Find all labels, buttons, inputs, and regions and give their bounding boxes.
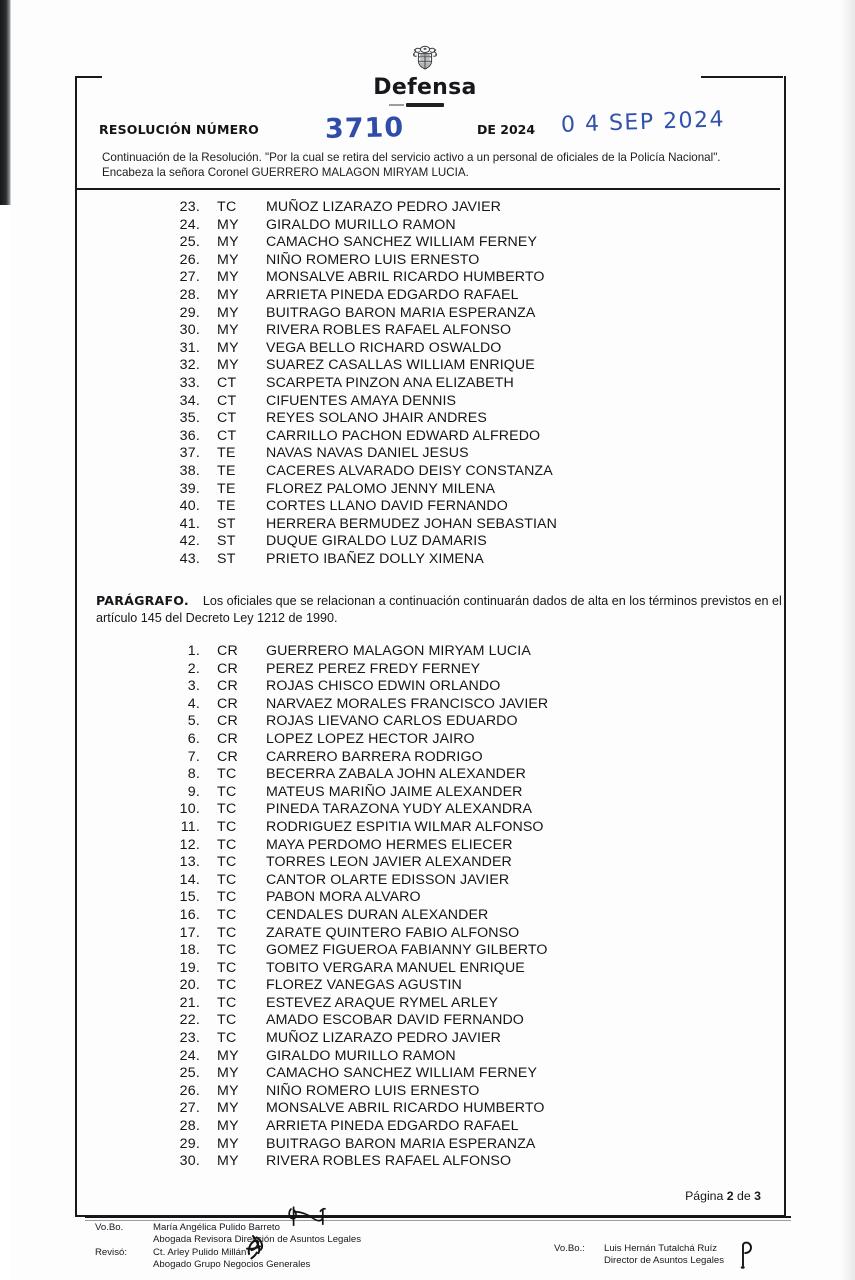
officer-name: PEREZ PEREZ FREDY FERNEY [266,660,481,677]
officer-row [166,463,726,481]
officer-rank: MY [217,1118,239,1135]
officer-row [166,819,726,837]
officer-row [166,445,726,463]
officer-rank: MY [217,251,239,268]
officer-name: SCARPETA PINZON ANA ELIZABETH [266,374,514,391]
footer-right-vobo-key: Vo.Bo.: [554,1243,585,1254]
officer-row [166,837,726,855]
officer-row [166,287,726,305]
officer-name: MUÑOZ LIZARAZO PEDRO JAVIER [266,1030,501,1047]
officer-row [166,322,726,340]
officer-name: MONSALVE ABRIL RICARDO HUMBERTO [266,269,545,286]
officer-rank: TC [217,994,237,1011]
officer-name: CENDALES DURAN ALEXANDER [266,906,489,923]
officer-index: 19. [179,959,200,976]
officer-row [166,696,726,714]
paragrafo-block [96,592,796,627]
officer-rank: CR [217,748,239,765]
officer-name: NARVAEZ MORALES FRANCISCO JAVIER [266,695,549,712]
officer-row [166,269,726,287]
officer-index: 31. [179,339,200,356]
officer-row [166,1118,726,1136]
officer-row [166,217,726,235]
officer-row [166,643,726,661]
officer-index: 29. [179,1135,200,1152]
officer-rank: MY [217,1135,239,1152]
officer-row [166,498,726,516]
officer-rank: MY [217,322,239,339]
officer-name: PRIETO IBAÑEZ DOLLY XIMENA [266,550,484,567]
officer-row [166,305,726,323]
officer-rank: TC [217,766,237,783]
footer-vobo-line [95,1222,495,1234]
resolution-number-label: RESOLUCIÓN NÚMERO [99,122,259,137]
officer-row [166,1136,726,1154]
officer-rank: TE [217,480,236,497]
officer-rank: MY [217,1065,239,1082]
officer-index: 27. [179,1100,200,1117]
footer-vobo-name: María Angélica Pulido Barreto [153,1222,280,1233]
officer-row [166,801,726,819]
footer-divider-rule [85,1216,791,1218]
officer-name: CAMACHO SANCHEZ WILLIAM FERNEY [266,1065,538,1082]
officer-name: FLOREZ PALOMO JENNY MILENA [266,480,496,497]
officer-rank: MY [217,269,239,286]
officer-rank: TC [217,942,237,959]
officer-index: 34. [179,392,200,409]
officer-index: 12. [179,836,200,853]
page-of-label: de [737,1189,751,1203]
officer-name: BUITRAGO BARON MARIA ESPERANZA [266,1135,536,1152]
officer-rank: TC [217,854,237,871]
officer-name: PABON MORA ALVARO [266,889,421,906]
officer-index: 6. [187,730,200,747]
footer-reviso-key: Revisó: [95,1246,127,1258]
page-current: 2 [726,1189,734,1203]
officer-row [166,481,726,499]
officer-index: 36. [179,427,200,444]
officer-rank: TC [217,871,237,888]
officer-row [166,516,726,534]
officer-rank: CR [217,713,239,730]
officer-index: 23. [179,1030,200,1047]
officer-name: NIÑO ROMERO LUIS ERNESTO [266,251,480,268]
officer-index: 28. [179,1118,200,1135]
officer-name: HERRERA BERMUDEZ JOHAN SEBASTIAN [266,515,557,532]
footer-right-title: Director de Asuntos Legales [604,1255,724,1267]
officer-index: 21. [179,994,200,1011]
officer-index: 25. [179,234,200,251]
officer-rank: MY [217,357,239,374]
officer-row [166,1030,726,1048]
officer-index: 10. [179,801,200,818]
page-total: 3 [754,1189,761,1203]
officer-name: TOBITO VERGARA MANUEL ENRIQUE [266,959,525,976]
officer-name: NAVAS NAVAS DANIEL JESUS [266,445,469,462]
paragrafo-label: PARÁGRAFO. [96,593,189,608]
officer-row [166,199,726,217]
officer-index: 26. [179,1082,200,1099]
officer-index: 11. [180,818,200,835]
officer-rank: TC [217,836,237,853]
officer-name: CARRILLO PACHON EDWARD ALFREDO [266,427,541,444]
officer-rank: TE [217,445,236,462]
officer-index: 25. [179,1065,200,1082]
officer-rank: CT [217,392,237,409]
officer-rank: CT [217,410,237,427]
officer-name: GIRALDO MURILLO RAMON [266,216,456,233]
officer-index: 4. [187,695,200,712]
officer-row [166,766,726,784]
officer-rank: TC [217,977,237,994]
officer-index: 24. [179,1047,200,1064]
officer-name: GIRALDO MURILLO RAMON [266,1047,456,1064]
officer-rank: TC [217,889,237,906]
officer-rank: MY [217,304,239,321]
officer-row [166,942,726,960]
officer-rank: MY [217,234,239,251]
officer-rank: TE [217,498,236,515]
officer-index: 28. [179,286,200,303]
officer-name: CAMACHO SANCHEZ WILLIAM FERNEY [266,234,538,251]
officer-index: 20. [179,977,200,994]
officer-rank: CR [217,730,239,747]
officer-name: MUÑOZ LIZARAZO PEDRO JAVIER [266,199,501,215]
officer-row [166,393,726,411]
officer-row [166,428,726,446]
officer-row [166,1153,726,1171]
officer-name: MAYA PERDOMO HERMES ELIECER [266,836,513,853]
officer-row [166,551,726,569]
officer-rank: ST [217,533,236,550]
officer-name: ZARATE QUINTERO FABIO ALFONSO [266,924,520,941]
officer-row [166,960,726,978]
officer-rank: TC [217,801,237,818]
officer-name: TORRES LEON JAVIER ALEXANDER [266,854,512,871]
officer-rank: CR [217,678,239,695]
officer-name: CACERES ALVARADO DEISY CONSTANZA [266,462,553,479]
officer-rank: MY [217,1047,239,1064]
officer-index: 16. [179,906,200,923]
officer-list-continuing [166,643,726,1171]
officer-name: MATEUS MARIÑO JAIME ALEXANDER [266,783,523,800]
officer-name: SUAREZ CASALLAS WILLIAM ENRIQUE [266,357,535,374]
officer-rank: CT [217,374,237,391]
resolution-year-label: DE 2024 [477,122,536,137]
officer-index: 37. [179,445,200,462]
officer-index: 26. [179,251,200,268]
officer-name: NIÑO ROMERO LUIS ERNESTO [266,1082,480,1099]
officer-name: RIVERA ROBLES RAFAEL ALFONSO [266,1153,512,1170]
officer-row [166,1065,726,1083]
officer-row [166,1083,726,1101]
officer-index: 14. [179,871,200,888]
footer-signature-block-left [95,1222,495,1272]
officer-index: 41. [179,515,200,532]
officer-index: 23. [179,199,200,215]
officer-index: 30. [179,1153,200,1170]
date-stamp: 0 4 SEP 2024 [560,107,726,138]
officer-name: ARRIETA PINEDA EDGARDO RAFAEL [266,286,519,303]
officer-index: 9. [187,783,200,800]
officer-rank: MY [217,1153,239,1170]
officer-row [166,889,726,907]
officer-rank: TC [217,924,237,941]
officer-name: RODRIGUEZ ESPITIA WILMAR ALFONSO [266,818,544,835]
paragrafo-text: Los oficiales que se relacionan a continuación continuarán dados de alta en los términos previstos en el artículo 145 del Decreto Ley 1212 de 1990. [96,594,782,625]
footer-right-title-line [554,1255,724,1267]
continuation-line-2: Encabeza la señora Coronel GUERRERO MALAGON MIRYAM LUCIA. [102,166,469,179]
officer-row [166,749,726,767]
officer-row [166,1012,726,1030]
officer-rank: MY [217,1082,239,1099]
officer-index: 27. [179,269,200,286]
scan-artifact-left-edge [0,0,11,205]
officer-index: 35. [179,410,200,427]
officer-name: CARRERO BARRERA RODRIGO [266,748,483,765]
page-number [685,1189,761,1203]
officer-rank: TC [217,1012,237,1029]
officer-rank: CR [217,660,239,677]
officer-name: BECERRA ZABALA JOHN ALEXANDER [266,766,526,783]
officer-row [166,410,726,428]
footer-signature-block-right [554,1243,724,1268]
officer-rank: ST [217,515,236,532]
officer-name: FLOREZ VANEGAS AGUSTIN [266,977,462,994]
officer-name: REYES SOLANO JHAIR ANDRES [266,410,487,427]
officer-name: BUITRAGO BARON MARIA ESPERANZA [266,304,536,321]
header-divider-rule [77,188,780,190]
officer-name: CANTOR OLARTE EDISSON JAVIER [266,871,510,888]
footer-right-spacer [554,1255,604,1267]
officer-rank: TC [217,199,237,215]
officer-name: ROJAS LIEVANO CARLOS EDUARDO [266,713,518,730]
officer-name: MONSALVE ABRIL RICARDO HUMBERTO [266,1100,545,1117]
officer-rank: TC [217,1030,237,1047]
officer-row [166,661,726,679]
officer-row [166,252,726,270]
officer-index: 17. [179,924,200,941]
officer-index: 33. [179,374,200,391]
officer-rank: MY [217,339,239,356]
officer-index: 15. [179,889,200,906]
footer-right-vobo-line [554,1243,724,1255]
officer-row [166,340,726,358]
officer-name: RIVERA ROBLES RAFAEL ALFONSO [266,322,512,339]
officer-row [166,533,726,551]
footer-reviso-line [95,1247,495,1259]
document-page [11,0,839,1280]
footer-vobo-title: Abogada Revisora Dirección de Asuntos Legales [153,1234,361,1246]
officer-name: GUERRERO MALAGON MIRYAM LUCIA [266,643,531,659]
officer-rank: CT [217,427,237,444]
footer-vobo-key: Vo.Bo. [95,1222,124,1233]
officer-name: PINEDA TARAZONA YUDY ALEXANDRA [266,801,533,818]
officer-row [166,1100,726,1118]
officer-index: 42. [179,533,200,550]
officer-name: CIFUENTES AMAYA DENNIS [266,392,457,409]
officer-index: 38. [179,462,200,479]
officer-index: 24. [179,216,200,233]
footer-divider-rule-shadow [85,1220,791,1221]
officer-rank: TC [217,906,237,923]
colombia-coat-of-arms-icon [408,42,442,76]
officer-index: 40. [179,498,200,515]
officer-rank: TC [217,783,237,800]
officer-rank: TC [217,818,237,835]
officer-index: 8. [187,766,200,783]
officer-index: 39. [179,480,200,497]
officer-row [166,995,726,1013]
officer-row [166,925,726,943]
officer-name: ESTEVEZ ARAQUE RYMEL ARLEY [266,994,499,1011]
officer-row [166,907,726,925]
officer-name: ROJAS CHISCO EDWIN ORLANDO [266,678,501,695]
officer-name: ARRIETA PINEDA EDGARDO RAFAEL [266,1118,519,1135]
officer-row [166,731,726,749]
officer-index: 18. [179,942,200,959]
officer-index: 3. [187,678,200,695]
officer-index: 5. [187,713,200,730]
officer-rank: MY [217,216,239,233]
officer-row [166,357,726,375]
officer-index: 43. [179,550,200,567]
officer-index: 29. [179,304,200,321]
officer-name: AMADO ESCOBAR DAVID FERNANDO [266,1012,524,1029]
footer-reviso-title: Abogado Grupo Negocios Generales [153,1259,311,1271]
officer-list-retired [166,199,726,568]
page-label: Página [685,1189,724,1203]
scan-artifact-right-edge [839,0,855,1280]
officer-name: LOPEZ LOPEZ HECTOR JAIRO [266,730,475,747]
resolution-number-stamp: 3710 [324,112,405,145]
officer-index: 13. [179,854,200,871]
officer-rank: CR [217,643,239,659]
officer-index: 30. [179,322,200,339]
officer-name: CORTES LLANO DAVID FERNANDO [266,498,508,515]
officer-index: 1. [187,643,200,659]
officer-name: DUQUE GIRALDO LUZ DAMARIS [266,533,487,550]
officer-row [166,713,726,731]
officer-row [166,854,726,872]
officer-index: 22. [179,1012,200,1029]
officer-row [166,678,726,696]
officer-rank: CR [217,695,239,712]
officer-row [166,872,726,890]
resolution-header-row [99,107,759,145]
ministry-label: Defensa [373,75,477,100]
footer-right-name: Luis Hernán Tutalchá Ruíz [604,1243,718,1254]
officer-rank: MY [217,286,239,303]
officer-row [166,784,726,802]
footer-reviso-name: Ct. Arley Pulido Millán [153,1246,247,1258]
officer-name: VEGA BELLO RICHARD OSWALDO [266,339,502,356]
officer-rank: TE [217,462,236,479]
officer-name: GOMEZ FIGUEROA FABIANNY GILBERTO [266,942,548,959]
officer-rank: MY [217,1100,239,1117]
handwritten-signature-director-right [734,1240,764,1270]
officer-index: 2. [187,660,200,677]
officer-row [166,375,726,393]
officer-row [166,977,726,995]
officer-index: 7. [187,748,200,765]
continuation-line-1: Continuación de la Resolución. "Por la cual se retira del servicio activo a un personal de oficiales de la Policía Nacional". [102,151,721,164]
officer-rank: ST [217,550,236,567]
officer-index: 32. [179,357,200,374]
officer-row [166,234,726,252]
continuation-paragraph [102,150,792,180]
officer-rank: TC [217,959,237,976]
officer-row [166,1048,726,1066]
